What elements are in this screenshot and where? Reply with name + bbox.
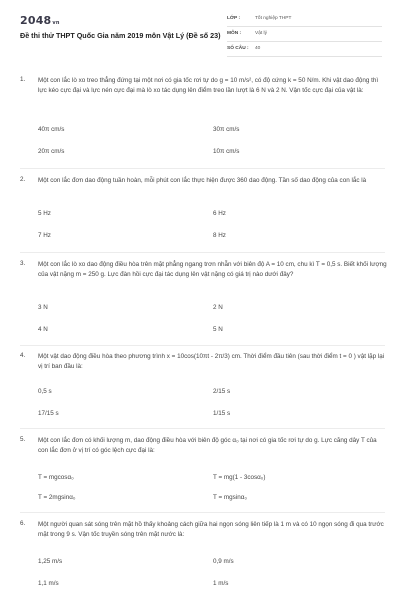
answer-option-a[interactable]: 40π cm/s (38, 126, 65, 133)
answer-option-c[interactable]: 4 N (38, 326, 48, 333)
question-divider (20, 428, 385, 429)
answer-option-b[interactable]: 30π cm/s (213, 126, 240, 133)
meta-row-count (227, 42, 382, 57)
meta-key: SỐ CÂU : (227, 46, 249, 51)
answer-option-d[interactable]: 1/15 s (213, 410, 231, 417)
answer-option-c[interactable]: 7 Hz (38, 232, 51, 239)
exam-title: Đề thi thử THPT Quốc Gia năm 2019 môn Vật Lý (Đề số 23) (20, 31, 221, 40)
site-logo[interactable] (20, 14, 60, 27)
question-number: 2. (20, 176, 26, 183)
meta-key: LỚP : (227, 16, 241, 21)
answer-option-c[interactable]: T = 2mgsinα₀ (38, 494, 76, 501)
question-text: Một vật dao động điều hòa theo phương trình x = 10cos(10πt - 2π/3) cm. Thời điểm đầu tiên (sau thời điểm t = 0 ) vật lặp lại vị trí ban đầu là: (38, 353, 385, 371)
meta-key: MÔN : (227, 31, 242, 36)
meta-value: Tốt nghiệp THPT (255, 16, 292, 21)
meta-row-class (227, 12, 382, 27)
answer-option-b[interactable]: 2/15 s (213, 388, 231, 395)
question-divider (20, 168, 385, 169)
question-number: 4. (20, 352, 26, 359)
answer-option-c[interactable]: 17/15 s (38, 410, 59, 417)
page-header (0, 0, 400, 62)
question-text: Một con lắc đơn có khối lượng m, dao động điều hòa với biên độ góc α₀ tại nơi có gia tốc rơi tự do g. Lực căng dây T của con lắc đơn ở vị trí có góc lệch cực đại là: (38, 437, 377, 455)
question-number: 6. (20, 520, 26, 527)
question-text: Một con lắc lò xo dao động điều hòa trên mặt phẳng ngang trơn nhẵn với biên độ A = 10 cm, chu kì T = 0,5 s. Biết khối lượng của vật nặng m = 250 g. Lực đàn hồi cực đại tác dụng lên vật nặng có giá trị nào dưới đây? (38, 261, 387, 279)
answer-option-a[interactable]: 3 N (38, 304, 48, 311)
meta-value: Vật lý (255, 31, 267, 36)
answer-option-b[interactable]: 2 N (213, 304, 223, 311)
logo-text: 2048 (20, 14, 52, 27)
answer-option-b[interactable]: T = mg(1 - 3cosα₀) (213, 474, 266, 481)
answer-option-b[interactable]: 6 Hz (213, 210, 226, 217)
answer-option-a[interactable]: 1,25 m/s (38, 558, 63, 565)
question-text: Một con lắc lò xo treo thẳng đứng tại một nơi có gia tốc rơi tự do g = 10 m/s², có độ cứng k = 50 N/m. Khi vật dao động thì lực kéo cực đại và lực nén cực đại mà lò xo tác dụng lên điểm treo lần lượt là 6 N và 2 N. Vận tốc cực đại của vật là: (38, 77, 379, 95)
answer-option-d[interactable]: 10π cm/s (213, 148, 240, 155)
answer-option-d[interactable]: T = mgsinα₀ (213, 494, 247, 501)
question-number: 3. (20, 260, 26, 267)
question-divider (20, 252, 385, 253)
meta-row-subject (227, 27, 382, 42)
answer-option-d[interactable]: 1 m/s (213, 580, 229, 587)
exam-meta (227, 12, 382, 57)
question-divider (20, 512, 385, 513)
logo-suffix: vn (52, 20, 60, 26)
question-number: 1. (20, 76, 26, 83)
question-text: Một người quan sát sóng trên mặt hồ thấy khoảng cách giữa hai ngọn sóng liên tiếp là 1 m và có 10 ngọn sóng đi qua trước mặt trong 9 s. Vận tốc truyền sóng trên mặt nước là: (38, 521, 384, 539)
answer-option-d[interactable]: 5 N (213, 326, 223, 333)
answer-option-a[interactable]: 5 Hz (38, 210, 51, 217)
answer-option-a[interactable]: 0,5 s (38, 388, 52, 395)
answer-option-c[interactable]: 20π cm/s (38, 148, 65, 155)
answer-option-b[interactable]: 0,9 m/s (213, 558, 234, 565)
answer-option-c[interactable]: 1,1 m/s (38, 580, 59, 587)
question-divider (20, 345, 385, 346)
question-number: 5. (20, 436, 26, 443)
question-text: Một con lắc đơn dao động tuần hoàn, mỗi phút con lắc thực hiện được 360 dao động. Tần số dao động của con lắc là (38, 177, 367, 184)
meta-value: 40 (255, 46, 261, 51)
answer-option-a[interactable]: T = mgcosα₀ (38, 474, 74, 481)
answer-option-d[interactable]: 8 Hz (213, 232, 226, 239)
